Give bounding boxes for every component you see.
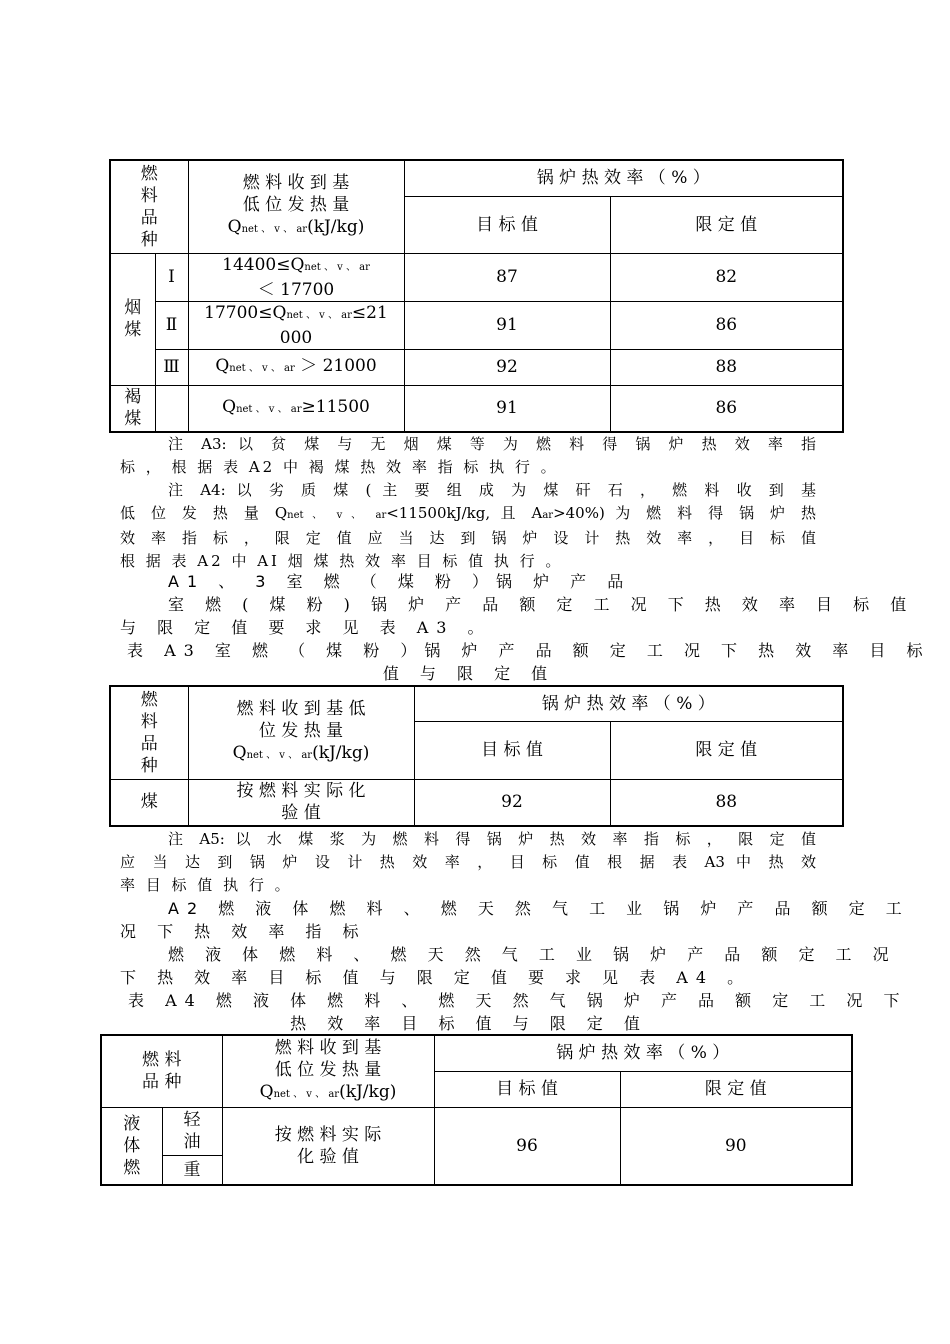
table-a3-caption: 表 A3 室 燃 （ 煤 粉 ）锅 炉 产 品 额 定 工 况 下 热 效 率 目 标 值 与 限 定 值 [127,641,931,683]
section-a2-body: 燃 液 体 燃 料 、 燃 天 然 气 工 业 锅 炉 产 品 额 定 工 况 下 热 效 率 目 标 值 与 限 定 值 要 求 见 表 A4 。 [120,945,897,987]
header-fuel-kind: 燃料品种 [110,160,188,253]
header-limit: 限 定 值 [610,721,843,779]
section-a13-heading: A1 、 3 室 燃 （ 煤 粉 ）锅 炉 产 品 [168,572,632,591]
header-heat-value [188,160,404,253]
range-cell: 14400≤Qnet 、 v 、 ar ＜ 17700 [188,253,404,301]
header-efficiency: 锅 炉 热 效 率 （ % ） [434,1035,852,1071]
grade-cell: Ⅰ [155,253,188,301]
group-liquid-fuel: 液体燃 [101,1107,162,1185]
grade-cell [155,385,188,432]
header-heat-value-l1: 燃 料 收 到 基 [242,173,350,194]
header-target: 目 标 值 [404,196,610,253]
grade-cell: Ⅱ [155,301,188,349]
target-value: 92 [404,349,610,385]
fuel-kind-coal: 煤 [110,779,188,826]
target-value: 91 [404,301,610,349]
group-lignite: 褐煤 [110,385,155,432]
sub-light-oil: 轻油 [162,1107,222,1155]
target-value: 87 [404,253,610,301]
limit-value: 88 [610,349,843,385]
header-heat-value-unit: Qnet 、 v 、 ar(kJ/kg) [227,217,365,238]
header-limit: 限 定 值 [610,196,843,253]
target-value: 96 [434,1107,620,1185]
limit-value: 82 [610,253,843,301]
header-limit: 限 定 值 [620,1071,852,1107]
section-a13-body: 室 燃 ( 煤 粉 ) 锅 炉 产 品 额 定 工 况 下 热 效 率 目 标 值 与 限 定 值 要 求 见 表 A3 。 [120,595,915,637]
header-target: 目 标 值 [414,721,610,779]
limit-value: 86 [610,301,843,349]
limit-value: 88 [610,779,843,826]
grade-cell: Ⅲ [155,349,188,385]
heat-value-cell: 按 燃 料 实 际 化 验 值 [222,1107,434,1185]
header-target: 目 标 值 [434,1071,620,1107]
note-a5: 注 A5: 以 水 煤 浆 为 燃 料 得 锅 炉 热 效 率 指 标 ， 限 定 值 应 当 达 到 锅 炉 设 计 热 效 率 ， 目 标 值 根 据 表 A3 中 热 效 率 目 标 值 执 行 。 [120,830,816,894]
limit-value: 86 [610,385,843,432]
table-a3 [109,685,844,827]
header-heat-value: 燃 料 收 到 基 低 位 发 热 量 Qnet 、 v 、 ar(kJ/kg) [222,1035,434,1107]
header-efficiency: 锅 炉 热 效 率 （ % ） [414,686,843,721]
limit-value: 90 [620,1107,852,1185]
header-heat-value: 燃 料 收 到 基 低 位 发 热 量 Qnet 、 v 、 ar(kJ/kg) [188,686,414,779]
table-a2 [109,159,844,433]
header-fuel-kind: 燃料品种 [110,686,188,779]
note-a3: 注 A3: 以 贫 煤 与 无 烟 煤 等 为 燃 料 得 锅 炉 热 效 率 指 标 ， 根 据 表 A2 中 褐 煤 热 效 率 指 标 执 行 。 [120,435,816,476]
table-a4 [100,1034,853,1186]
target-value: 91 [404,385,610,432]
range-cell: 17700≤Qnet 、 v 、 ar≤21 000 [188,301,404,349]
sub-heavy-oil: 重 [162,1155,222,1185]
note-a4: 注 A4: 以 劣 质 煤 ( 主 要 组 成 为 煤 矸 石 ， 燃 料 收 到 基 低 位 发 热 量 Qnet 、 v 、 ar<11500kJ/kg, 且 Aar>40%) 为 燃 料 得 锅 炉 热 效 率 指 标 ， 限 定 值 应 当 达 到 锅 炉 设 计 热 效 率 ， 目 标 值 根 据 表 A2 中 AI 烟 煤 热 效 率 目 标 值 执 行 。 [120,481,817,570]
table-a4-caption: 表 A4 燃 液 体 燃 料 、 燃 天 然 气 锅 炉 产 品 额 定 工 况 下 热 效 率 目 标 值 与 限 定 值 [128,991,908,1033]
header-fuel-kind: 燃 料 品 种 [101,1035,222,1107]
group-bituminous: 烟煤 [110,253,155,385]
header-efficiency: 锅 炉 热 效 率 （ % ） [404,160,843,196]
header-heat-value-l2: 低 位 发 热 量 [242,195,350,216]
target-value: 92 [414,779,610,826]
range-cell: Qnet 、 v 、 ar ＞ 21000 [188,349,404,385]
heat-value-cell: 按 燃 料 实 际 化 验 值 [188,779,414,826]
range-cell: Qnet 、 v 、 ar≥11500 [188,385,404,432]
section-a2-heading: A2 燃 液 体 燃 料 、 燃 天 然 气 工 业 锅 炉 产 品 额 定 工 况 下 热 效 率 指 标 [120,899,910,941]
